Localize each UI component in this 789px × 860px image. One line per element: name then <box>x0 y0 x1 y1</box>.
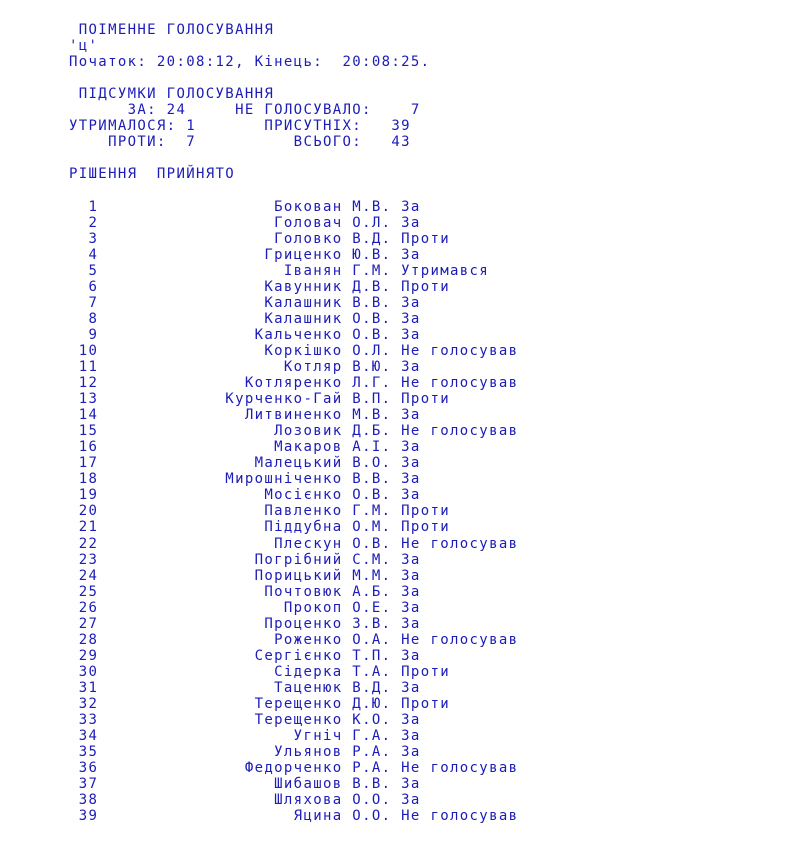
row-number: 18 <box>69 471 99 488</box>
column-gap <box>391 776 401 792</box>
row-number: 35 <box>69 744 99 761</box>
deputy-name: Малецький В.О. <box>98 455 392 472</box>
row-number: 12 <box>69 375 99 392</box>
deputy-name: Павленко Г.М. <box>98 503 392 520</box>
decision-status: РІШЕННЯ ПРИЙНЯТО <box>69 166 236 183</box>
table-row <box>69 792 789 808</box>
vote-value: За <box>401 487 421 504</box>
column-gap <box>391 311 401 327</box>
column-gap <box>391 568 401 584</box>
vote-value: За <box>401 712 421 729</box>
deputy-name: Коркішко О.Л. <box>98 342 392 359</box>
vote-value: Не голосував <box>401 423 519 440</box>
column-gap <box>391 439 401 455</box>
summary-row-utrym-prysut: УТРИМАЛОСЯ: 1 ПРИСУТНІХ: 39 <box>69 118 411 135</box>
column-gap <box>391 712 401 728</box>
column-gap <box>391 664 401 680</box>
summary-title: ПІДСУМКИ ГОЛОСУВАННЯ <box>69 86 275 103</box>
table-row <box>69 503 789 519</box>
table-row <box>69 311 789 327</box>
row-number: 27 <box>69 615 99 632</box>
vote-value: За <box>401 246 421 263</box>
table-row <box>69 455 789 471</box>
vote-value: Не голосував <box>401 808 519 825</box>
deputy-name: Мирошніченко В.В. <box>98 471 392 488</box>
column-gap <box>391 680 401 696</box>
table-row <box>69 519 789 535</box>
vote-value: За <box>401 358 421 375</box>
table-row <box>69 327 789 343</box>
vote-value: Не голосував <box>401 535 519 552</box>
deputy-name: Яцина О.О. <box>98 808 392 825</box>
table-row <box>69 295 789 311</box>
table-row <box>69 776 789 792</box>
deputy-name: Роженко О.А. <box>98 631 392 648</box>
vote-value: Проти <box>401 519 450 536</box>
vote-value: За <box>401 647 421 664</box>
column-gap <box>391 744 401 760</box>
table-row <box>69 760 789 776</box>
vote-list <box>69 199 789 825</box>
column-gap <box>391 760 401 776</box>
deputy-name: Головко В.Д. <box>98 230 392 247</box>
column-gap <box>391 471 401 487</box>
table-row <box>69 247 789 263</box>
row-number: 13 <box>69 391 99 408</box>
column-gap <box>391 455 401 471</box>
column-gap <box>391 696 401 712</box>
column-gap <box>391 231 401 247</box>
vote-value: За <box>401 326 421 343</box>
table-row <box>69 744 789 760</box>
table-row <box>69 439 789 455</box>
column-gap <box>391 343 401 359</box>
row-number: 30 <box>69 663 99 680</box>
row-number: 36 <box>69 760 99 777</box>
column-gap <box>391 375 401 391</box>
vote-value: За <box>401 776 421 793</box>
deputy-name: Бокован М.В. <box>98 198 392 215</box>
vote-value: За <box>401 198 421 215</box>
column-gap <box>391 279 401 295</box>
column-gap <box>391 199 401 215</box>
deputy-name: Почтовюк А.Б. <box>98 583 392 600</box>
table-row <box>69 568 789 584</box>
column-gap <box>391 263 401 279</box>
column-gap <box>391 808 401 824</box>
row-number: 32 <box>69 695 99 712</box>
deputy-name: Калашник О.В. <box>98 310 392 327</box>
column-gap <box>391 616 401 632</box>
vote-value: Не голосував <box>401 375 519 392</box>
table-row <box>69 359 789 375</box>
blank-line <box>69 70 789 86</box>
table-row <box>69 375 789 391</box>
deputy-name: Терещенко Д.Ю. <box>98 695 392 712</box>
vote-value: За <box>401 792 421 809</box>
row-number: 33 <box>69 712 99 729</box>
deputy-name: Порицький М.М. <box>98 567 392 584</box>
row-number: 6 <box>69 278 99 295</box>
row-number: 16 <box>69 439 99 456</box>
vote-subject: 'ц' <box>69 38 99 55</box>
row-number: 2 <box>69 214 99 231</box>
vote-value: За <box>401 407 421 424</box>
vote-value: Проти <box>401 695 450 712</box>
table-row <box>69 471 789 487</box>
vote-value: Проти <box>401 230 450 247</box>
vote-value: За <box>401 744 421 761</box>
row-number: 24 <box>69 567 99 584</box>
table-row <box>69 391 789 407</box>
deputy-name: Мосієнко О.В. <box>98 487 392 504</box>
table-row <box>69 584 789 600</box>
table-row <box>69 199 789 215</box>
vote-value: За <box>401 214 421 231</box>
vote-value: За <box>401 310 421 327</box>
deputy-name: Проценко З.В. <box>98 615 392 632</box>
summary-row-proty-vsogo: ПРОТИ: 7 ВСЬОГО: 43 <box>69 134 411 151</box>
row-number: 23 <box>69 551 99 568</box>
vote-value: За <box>401 679 421 696</box>
table-row <box>69 632 789 648</box>
deputy-name: Таценюк В.Д. <box>98 679 392 696</box>
row-number: 11 <box>69 358 99 375</box>
deputy-name: Піддубна О.М. <box>98 519 392 536</box>
row-number: 1 <box>69 198 99 215</box>
vote-value: За <box>401 728 421 745</box>
vote-value: За <box>401 615 421 632</box>
deputy-name: Прокоп О.Е. <box>98 599 392 616</box>
table-row <box>69 536 789 552</box>
row-number: 5 <box>69 262 99 279</box>
vote-value: За <box>401 471 421 488</box>
deputy-name: Федорченко Р.А. <box>98 760 392 777</box>
deputy-name: Сідерка Т.А. <box>98 663 392 680</box>
deputy-name: Кавунник Д.В. <box>98 278 392 295</box>
deputy-name: Лозовик Д.Б. <box>98 423 392 440</box>
row-number: 34 <box>69 728 99 745</box>
table-row <box>69 648 789 664</box>
row-number: 3 <box>69 230 99 247</box>
row-number: 14 <box>69 407 99 424</box>
row-number: 29 <box>69 647 99 664</box>
vote-value: Проти <box>401 663 450 680</box>
row-number: 10 <box>69 342 99 359</box>
table-row <box>69 680 789 696</box>
deputy-name: Ульянов Р.А. <box>98 744 392 761</box>
column-gap <box>391 487 401 503</box>
summary-row-za-ne: ЗА: 24 НЕ ГОЛОСУВАЛО: 7 <box>69 102 421 119</box>
table-row <box>69 263 789 279</box>
row-number: 19 <box>69 487 99 504</box>
table-row <box>69 664 789 680</box>
vote-value: За <box>401 455 421 472</box>
table-row <box>69 600 789 616</box>
deputy-name: Погрібний С.М. <box>98 551 392 568</box>
column-gap <box>391 391 401 407</box>
deputy-name: Шляхова О.О. <box>98 792 392 809</box>
row-number: 37 <box>69 776 99 793</box>
table-row <box>69 215 789 231</box>
column-gap <box>391 632 401 648</box>
blank-line <box>69 182 789 198</box>
table-row <box>69 231 789 247</box>
table-row <box>69 728 789 744</box>
row-number: 21 <box>69 519 99 536</box>
column-gap <box>391 648 401 664</box>
row-number: 39 <box>69 808 99 825</box>
table-row <box>69 407 789 423</box>
vote-value: Не голосував <box>401 760 519 777</box>
column-gap <box>391 327 401 343</box>
protocol-title: ПОІМЕННЕ ГОЛОСУВАННЯ <box>69 22 275 38</box>
row-number: 25 <box>69 583 99 600</box>
row-number: 20 <box>69 503 99 520</box>
column-gap <box>391 247 401 263</box>
table-row <box>69 808 789 824</box>
vote-value: За <box>401 551 421 568</box>
row-number: 31 <box>69 679 99 696</box>
column-gap <box>391 359 401 375</box>
column-gap <box>391 519 401 535</box>
column-gap <box>391 584 401 600</box>
vote-value: За <box>401 583 421 600</box>
deputy-name: Угніч Г.А. <box>98 728 392 745</box>
column-gap <box>391 600 401 616</box>
deputy-name: Курченко-Гай В.П. <box>98 391 392 408</box>
table-row <box>69 616 789 632</box>
table-row <box>69 696 789 712</box>
table-row <box>69 552 789 568</box>
row-number: 15 <box>69 423 99 440</box>
row-number: 28 <box>69 631 99 648</box>
table-row <box>69 712 789 728</box>
vote-value: За <box>401 294 421 311</box>
deputy-name: Сергієнко Т.П. <box>98 647 392 664</box>
column-gap <box>391 503 401 519</box>
table-row <box>69 487 789 503</box>
vote-value: Проти <box>401 391 450 408</box>
deputy-name: Котляренко Л.Г. <box>98 375 392 392</box>
row-number: 38 <box>69 792 99 809</box>
deputy-name: Макаров А.І. <box>98 439 392 456</box>
vote-value: Утримався <box>401 262 490 279</box>
deputy-name: Терещенко К.О. <box>98 712 392 729</box>
deputy-name: Литвиненко М.В. <box>98 407 392 424</box>
column-gap <box>391 423 401 439</box>
table-row <box>69 279 789 295</box>
row-number: 7 <box>69 294 99 311</box>
deputy-name: Котляр В.Ю. <box>98 358 392 375</box>
deputy-name: Кальченко О.В. <box>98 326 392 343</box>
vote-value: Проти <box>401 503 450 520</box>
row-number: 9 <box>69 326 99 343</box>
deputy-name: Шибашов В.В. <box>98 776 392 793</box>
column-gap <box>391 407 401 423</box>
vote-value: За <box>401 439 421 456</box>
vote-value: Проти <box>401 278 450 295</box>
deputy-name: Калашник В.В. <box>98 294 392 311</box>
blank-line <box>69 150 789 166</box>
deputy-name: Плескун О.В. <box>98 535 392 552</box>
row-number: 17 <box>69 455 99 472</box>
column-gap <box>391 536 401 552</box>
vote-value: За <box>401 599 421 616</box>
column-gap <box>391 215 401 231</box>
row-number: 4 <box>69 246 99 263</box>
column-gap <box>391 792 401 808</box>
vote-time-range: Початок: 20:08:12, Кінець: 20:08:25. <box>69 54 431 71</box>
table-row <box>69 423 789 439</box>
deputy-name: Гриценко Ю.В. <box>98 246 392 263</box>
row-number: 26 <box>69 599 99 616</box>
vote-value: Не голосував <box>401 631 519 648</box>
row-number: 8 <box>69 310 99 327</box>
column-gap <box>391 552 401 568</box>
column-gap <box>391 295 401 311</box>
deputy-name: Іванян Г.М. <box>98 262 392 279</box>
deputy-name: Головач О.Л. <box>98 214 392 231</box>
column-gap <box>391 728 401 744</box>
row-number: 22 <box>69 535 99 552</box>
table-row <box>69 343 789 359</box>
vote-value: За <box>401 567 421 584</box>
vote-value: Не голосував <box>401 342 519 359</box>
